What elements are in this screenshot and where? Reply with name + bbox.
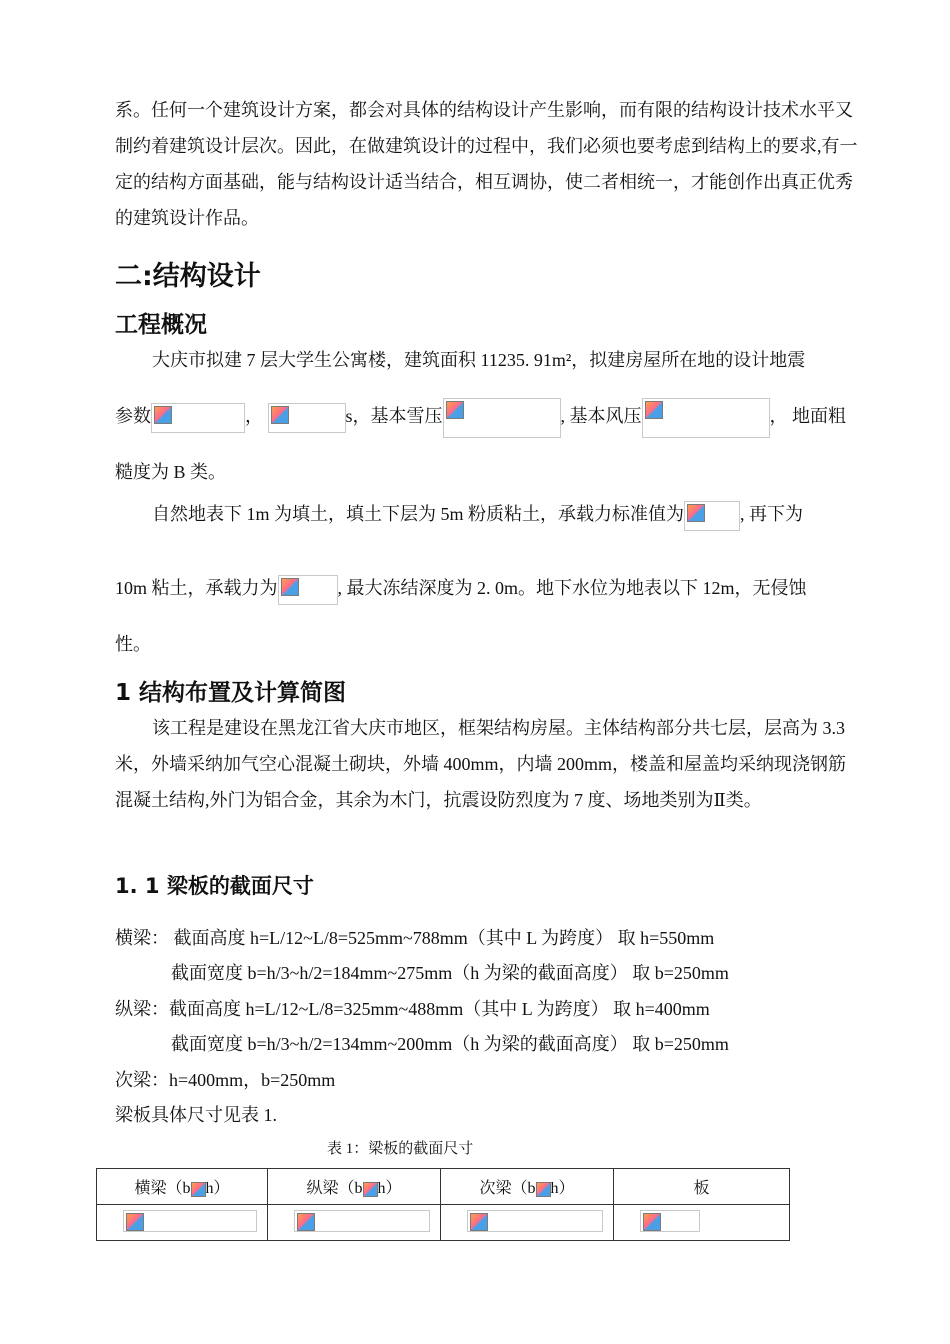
image-icon: [643, 1213, 661, 1231]
header-text: h）: [550, 1180, 575, 1197]
text-seg: ，: [245, 406, 263, 427]
overview-p1-line1: 大庆市拟建 7 层大学生公寓楼，建筑面积 11235. 91m²，拟建房屋所在地的设计地震: [152, 350, 806, 370]
beam-line: 纵梁：截面高度 h=L/12~L/8=325mm~488mm（其中 L 为跨度） 取 h=400mm: [115, 999, 710, 1019]
beam-line: 次梁：h=400mm，b=250mm: [115, 1070, 336, 1090]
equation-image: [684, 501, 740, 531]
layout-paragraph: 该工程是建设在黑龙江省大庆市地区，框架结构房屋。主体结构部分共七层，层高为 3.3 米，外墙采纳加气空心混凝土砌块，外墙 400mm，内墙 200mm，楼盖和屋盖均采纳现浇钢筋混凝土结构,外门为铝合金，其余为木门，抗震设防烈度为 7 度、场地类别为Ⅱ类。: [115, 718, 847, 810]
table-header-cell: [441, 1169, 614, 1205]
table-header-cell: [97, 1169, 268, 1205]
table-header-row: [97, 1169, 790, 1205]
table-cell: [441, 1205, 614, 1241]
table-header-cell: [268, 1169, 441, 1205]
equation-image: [268, 403, 346, 433]
beam-line: 梁板具体尺寸见表 1.: [115, 1105, 277, 1125]
image-icon: [536, 1182, 551, 1197]
text-seg: , 基本风压: [560, 406, 642, 427]
table-cell: [614, 1205, 790, 1241]
header-text: h）: [377, 1180, 402, 1197]
image-icon: [687, 504, 705, 522]
intro-paragraph: 系。任何一个建筑设计方案，都会对具体的结构设计产生影响，而有限的结构设计技术水平又制约着建筑设计层次。因此，在做建筑设计的过程中，我们必须也要考虑到结构上的要求,有一定的结构方面基础，能与结构设计适当结合，相互调协，使二者相统一，才能创作出真正优秀的建筑设计作品。: [115, 100, 858, 228]
image-icon: [645, 401, 663, 419]
equation-image: [642, 398, 770, 438]
equation-image: [151, 403, 245, 433]
beam-line: 截面宽度 b=h/3~h/2=184mm~275mm（h 为梁的截面高度） 取 b=250mm: [171, 963, 729, 983]
text-seg: 自然地表下 1m 为填土，填土下层为 5m 粉质粘土，承载力标准值为: [152, 504, 684, 524]
overview-p2-line1: [152, 500, 803, 531]
image-icon: [191, 1182, 206, 1197]
text-seg: 10m 粘土，承载力为: [115, 578, 278, 598]
overview-p1-line2: [115, 398, 846, 438]
image-icon: [446, 401, 464, 419]
overview-p2-line2: [115, 574, 807, 605]
equation-image: [123, 1210, 257, 1232]
equation-image: [294, 1210, 430, 1232]
image-icon: [297, 1213, 315, 1231]
header-text: h）: [205, 1180, 230, 1197]
text-seg: , 再下为: [740, 504, 803, 524]
image-icon: [126, 1213, 144, 1231]
image-icon: [271, 406, 289, 424]
table-cell: [268, 1205, 441, 1241]
table-caption: 表 1：梁板的截面尺寸: [327, 1141, 474, 1157]
layout-section-title: 1 结构布置及计算简图: [115, 680, 347, 706]
equation-image: [640, 1210, 700, 1232]
text-seg: ， 地面粗: [769, 406, 847, 427]
overview-p2-line3: 性。: [115, 634, 151, 654]
image-icon: [470, 1213, 488, 1231]
beam-line: 横梁： 截面高度 h=L/12~L/8=525mm~788mm（其中 L 为跨度） 取 h=550mm: [115, 928, 715, 948]
beam-line: 截面宽度 b=h/3~h/2=134mm~200mm（h 为梁的截面高度） 取 b=250mm: [171, 1034, 729, 1054]
section-title: 二:结构设计: [115, 261, 261, 292]
text-seg: s，基本雪压: [345, 406, 443, 427]
overview-p1-line3: 糙度为 B 类。: [115, 462, 227, 482]
table-row: [97, 1205, 790, 1241]
beam-size-table: [96, 1168, 790, 1241]
image-icon: [363, 1182, 378, 1197]
header-text: 横梁（b: [134, 1180, 191, 1197]
header-text: 板: [693, 1180, 710, 1197]
equation-image: [278, 575, 338, 605]
beam-section-title: 1. 1 梁板的截面尺寸: [115, 874, 314, 898]
equation-image: [467, 1210, 603, 1232]
text-seg: , 最大冻结深度为 2. 0m。地下水位为地表以下 12m，无侵蚀: [337, 578, 807, 598]
image-icon: [154, 406, 172, 424]
image-icon: [281, 578, 299, 596]
table-header-cell: [614, 1169, 790, 1205]
header-text: 次梁（b: [479, 1180, 536, 1197]
table-cell: [97, 1205, 268, 1241]
header-text: 纵梁（b: [306, 1180, 363, 1197]
overview-title: 工程概况: [115, 312, 207, 338]
text-seg: 参数: [115, 406, 151, 427]
equation-image: [443, 398, 561, 438]
